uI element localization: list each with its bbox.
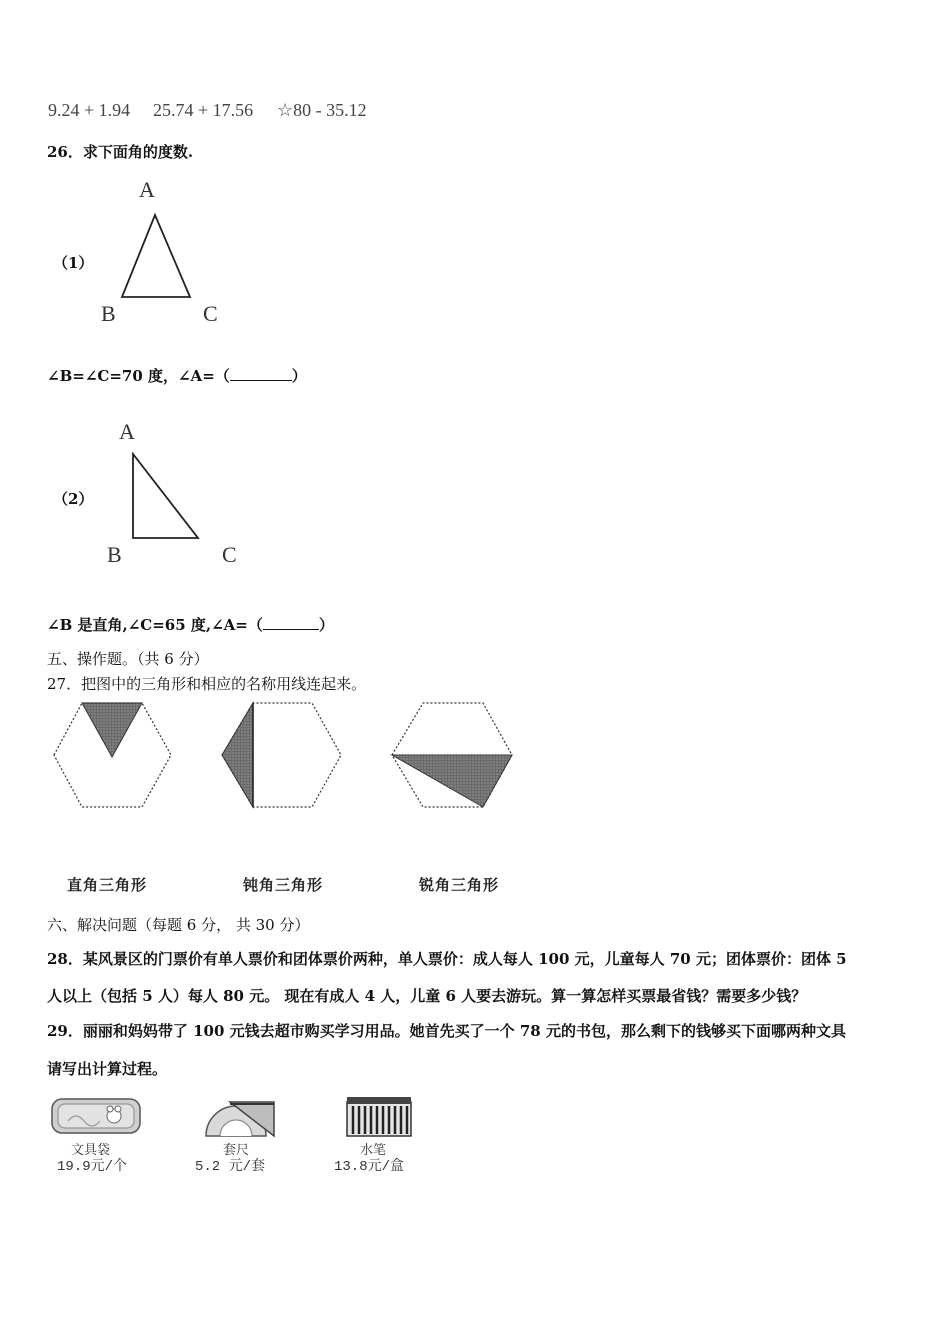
fig2-label-b: B bbox=[107, 542, 122, 567]
section5-heading: 五、操作题。（共 6 分） bbox=[47, 650, 209, 668]
triangle-shape-3[interactable] bbox=[392, 755, 512, 807]
q26-fig1-condition bbox=[47, 365, 307, 386]
fig2-answer-blank[interactable] bbox=[263, 617, 319, 630]
pen-box-icon bbox=[344, 1094, 414, 1138]
hexagon-2 bbox=[222, 703, 341, 807]
q29-line-2: 请写出计算过程。 bbox=[47, 1060, 168, 1078]
fig2-label-a: A bbox=[119, 419, 135, 444]
q26-triangle-2 bbox=[110, 440, 230, 550]
fig1-condition-text: ∠B=∠C=70 度，∠A=（ bbox=[47, 367, 230, 385]
q29-line-1: 29．丽丽和妈妈带了 100 元钱去超市购买学习用品。她首先买了一个 78 元的书包，那么剩下的钱够买下面哪两种文具 bbox=[47, 1022, 846, 1040]
q26-fig2-condition bbox=[47, 614, 334, 635]
pencil-case-icon bbox=[48, 1095, 148, 1137]
hexagon-3 bbox=[392, 703, 512, 807]
item-price-pencil-case: 19.9元/个 bbox=[57, 1159, 128, 1175]
calc-1: 9.24 + 1.94 bbox=[48, 100, 131, 120]
item-name-pencil-case: 文具袋 bbox=[71, 1143, 111, 1158]
fig1-label-b: B bbox=[101, 301, 116, 326]
q28-line-2: 人以上（包括 5 人）每人 80 元。 现在有成人 4 人，儿童 6 人要去游玩。算一算怎样买票最省钱？需要多少钱？ bbox=[47, 987, 807, 1005]
isosceles-triangle bbox=[122, 215, 190, 297]
item-name-pen: 水笔 bbox=[360, 1143, 387, 1158]
item-name-ruler-set: 套尺 bbox=[223, 1143, 250, 1158]
calc-2: 25.74 + 17.56 bbox=[153, 100, 254, 120]
fig2-close-paren: ） bbox=[318, 616, 334, 634]
q27-hexagon-figures bbox=[40, 695, 560, 820]
fig2-condition-text: ∠B 是直角,∠C=65 度,∠A=（ bbox=[47, 616, 263, 634]
fig1-answer-blank[interactable] bbox=[230, 368, 292, 381]
section6-heading: 六、解决问题（每题 6 分， 共 30 分） bbox=[47, 916, 310, 934]
fig2-label-c: C bbox=[222, 542, 237, 567]
name-right-triangle[interactable]: 直角三角形 bbox=[67, 876, 148, 894]
name-obtuse-triangle[interactable]: 钝角三角形 bbox=[243, 876, 324, 894]
right-triangle bbox=[133, 454, 198, 538]
triangle-shape-2[interactable] bbox=[222, 703, 253, 807]
hexagon-1 bbox=[54, 703, 171, 807]
q26-fig2-number: （2） bbox=[53, 490, 94, 508]
calc-3: ☆80 - 35.12 bbox=[277, 100, 367, 120]
fig1-label-c: C bbox=[203, 301, 218, 326]
item-price-ruler-set: 5.2 元/套 bbox=[195, 1159, 266, 1175]
q27-title: 27．把图中的三角形和相应的名称用线连起来。 bbox=[47, 675, 367, 693]
triangle-shape-1[interactable] bbox=[82, 703, 142, 757]
q28-line-1: 28．某风景区的门票价有单人票价和团体票价两种，单人票价：成人每人 100 元，儿童每人 70 元；团体票价：团体 5 bbox=[47, 950, 847, 968]
q26-fig1-number: （1） bbox=[53, 254, 94, 272]
q26-title: 26．求下面角的度数. bbox=[47, 143, 194, 161]
name-acute-triangle[interactable]: 锐角三角形 bbox=[419, 876, 500, 894]
fig1-label-a: A bbox=[139, 177, 155, 202]
ruler-set-icon bbox=[200, 1098, 280, 1140]
fig1-close-paren: ） bbox=[291, 367, 307, 385]
item-price-pen: 13.8元/盒 bbox=[334, 1159, 405, 1175]
